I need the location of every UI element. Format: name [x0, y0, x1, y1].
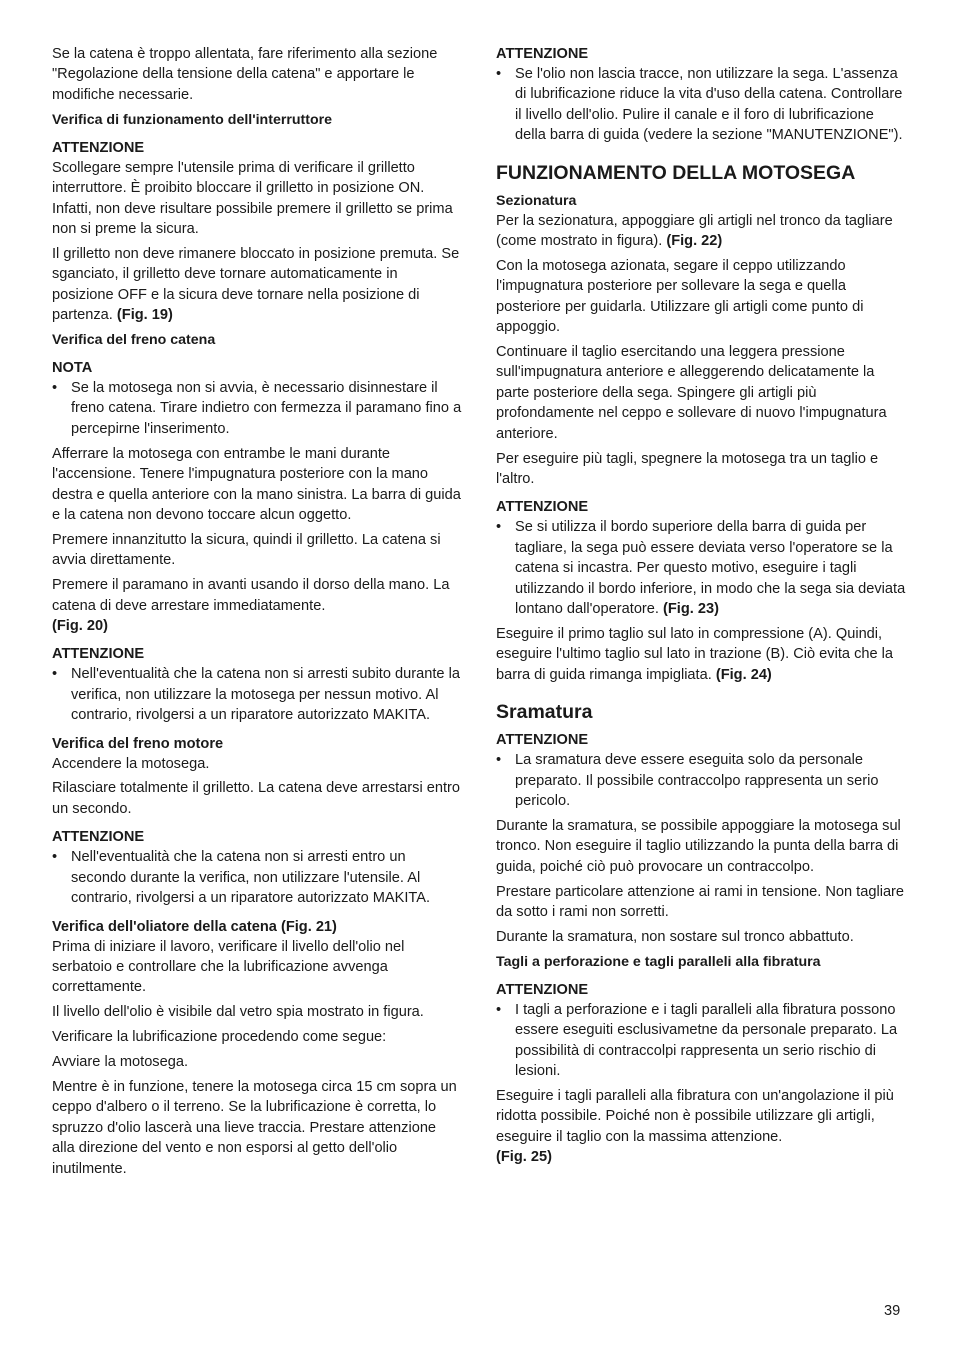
- paragraph: Durante la sramatura, non sostare sul tronco abbattuto.: [496, 928, 854, 945]
- note-label: NOTA: [52, 359, 93, 376]
- bullet-item: • Nell'eventualità che la catena non si arresti entro un secondo durante la verifica, non utilizzare l'utensile. Al contrario, rivolgersi a un riparatore autorizzato MAKITA.: [52, 849, 431, 907]
- subheading-oiler-check: Verifica dell'oliatore della catena (Fig. 21): [52, 918, 337, 935]
- bullet-glyph: •: [52, 379, 58, 396]
- paragraph: Avviare la motosega.: [52, 1054, 189, 1071]
- bullet-glyph: •: [496, 1001, 502, 1018]
- bullet-glyph: •: [496, 519, 502, 536]
- subheading-motor-brake-check: Verifica del freno motore: [52, 735, 224, 752]
- attention-label: ATTENZIONE: [52, 829, 145, 846]
- paragraph: Prima di iniziare il lavoro, verificare il livello dell'olio nel serbatoio e controllare che la lubrificazione avvenga correttamente.: [52, 938, 405, 996]
- attention-label: ATTENZIONE: [496, 499, 589, 516]
- section-heading-operation: FUNZIONAMENTO DELLA MOTOSEGA: [496, 161, 856, 184]
- paragraph: Prestare particolare attenzione ai rami in tensione. Non tagliare da sotto i rami non sorretti.: [496, 883, 905, 920]
- paragraph: Premere innanzitutto la sicura, quindi il grilletto. La catena si avvia direttamente.: [52, 531, 441, 569]
- section-heading-limbing: Sramatura: [496, 701, 593, 724]
- bullet-item: • Se si utilizza il bordo superiore della barra di guida per tagliare, la sega può essere deviata verso l'operatore se la catena si incastra. Per questo motivo, eseguire i tagli utilizzando il bordo inferiore, in modo che la sega sia deviata lontano dall'operatore. (Fig. 23): [496, 519, 906, 618]
- paragraph: Afferrare la motosega con entrambe le mani durante l'accensione. Tenere l'impugnatura posteriore con la mano destra e quella anteriore con la mano sinistra. La barra di guida e la catena non devono toccare alcun oggetto.: [52, 445, 461, 523]
- bullet-glyph: •: [52, 849, 58, 866]
- figure-reference: (Fig. 19): [116, 307, 173, 324]
- paragraph: Con la motosega azionata, segare il ceppo utilizzando l'impugnatura posteriore per sollevare la sega e quella posteriore per guidarla. Utilizzare gli artigli come punto di appoggio.: [496, 257, 864, 336]
- bullet-item: • Se la motosega non si avvia, è necessario disinnestare il freno catena. Tirare indietro con fermezza il paramano fino a percepirne l'inserimento.: [52, 379, 462, 437]
- paragraph: Scollegare sempre l'utensile prima di verificare il grilletto interruttore. È proibito bloccare il grilletto in posizione ON. Infatti, non deve risultare possibile premere il grilletto se prima non si preme la sicura.: [52, 159, 453, 237]
- figure-reference: (Fig. 25): [496, 1149, 552, 1166]
- paragraph: Durante la sramatura, se possibile appoggiare la motosega sul tronco. Non eseguire il taglio utilizzando la punta della barra di guida, poiché ciò può provocare un contraccolpo.: [496, 817, 901, 875]
- bullet-glyph: •: [496, 752, 502, 769]
- figure-reference: (Fig. 23): [663, 601, 719, 618]
- paragraph: Se la catena è troppo allentata, fare riferimento alla sezione "Regolazione della tensione della catena" e apportare le modifiche necessarie.: [52, 46, 438, 103]
- attention-label: ATTENZIONE: [496, 981, 589, 998]
- paragraph: Continuare il taglio esercitando una leggera pressione sull'impugnatura anteriore e alleggerendo delicatamente la parte posteriore della sega. Spingere gli artigli più profondamente nel ceppo e sollevare di nuovo l'impugnatura anteriore.: [496, 344, 887, 442]
- figure-reference: (Fig. 22): [666, 233, 723, 250]
- paragraph: Il livello dell'olio è visibile dal vetro spia mostrato in figura.: [52, 1004, 424, 1021]
- subheading-boring-cuts: Tagli a perforazione e tagli paralleli alla fibratura: [496, 953, 821, 970]
- paragraph: Per la sezionatura, appoggiare gli artigli nel tronco da tagliare (come mostrato in figura). (Fig. 22): [496, 212, 893, 250]
- subheading-switch-check: Verifica di funzionamento dell'interruttore: [52, 111, 333, 128]
- paragraph: Mentre è in funzione, tenere la motosega circa 15 cm sopra un ceppo d'albero o il terreno. Se la lubrificazione è corretta, lo spruzzo d'olio lascerà una lieve traccia. Prestare attenzione alla direzione del vento e non esporsi al getto dell'olio inutilmente.: [52, 1078, 457, 1177]
- bullet-glyph: •: [496, 66, 502, 82]
- subheading-chain-brake-check: Verifica del freno catena: [52, 331, 216, 348]
- attention-label: ATTENZIONE: [496, 46, 589, 62]
- paragraph: Accendere la motosega.: [52, 755, 210, 772]
- paragraph: Rilasciare totalmente il grilletto. La catena deve arrestarsi entro un secondo.: [52, 780, 461, 817]
- paragraph: Premere il paramano in avanti usando il dorso della mano. La catena di deve arrestare immediatamente. (Fig. 20): [52, 577, 450, 634]
- left-column: [52, 44, 462, 1183]
- attention-label: ATTENZIONE: [496, 732, 589, 749]
- paragraph: Eseguire i tagli paralleli alla fibratura con un'angolazione il più ridotta possibile. Poiché non è possibile utilizzare gli artigli, eseguire il taglio con la massima attenzione. (Fig. 25): [496, 1087, 894, 1166]
- page-number: 39: [884, 1303, 901, 1319]
- bullet-item: • Se l'olio non lascia tracce, non utilizzare la sega. L'assenza di lubrificazione riduce la vita d'uso della catena. Controllare il livello dell'olio. Pulire il canale e il foro di lubrificazione della barra di guida (vedere la sezione "MANUTENZIONE").: [496, 66, 903, 144]
- bullet-glyph: •: [52, 666, 58, 683]
- paragraph: Verificare la lubrificazione procedendo come segue:: [52, 1029, 387, 1046]
- subheading-cross-cutting: Sezionatura: [496, 192, 577, 209]
- bullet-item: • Nell'eventualità che la catena non si arresti subito durante la verifica, non utilizzare la motosega per nessun motivo. Al contrario, rivolgersi a un riparatore autorizzato MAKITA.: [52, 666, 460, 724]
- attention-label: ATTENZIONE: [52, 139, 145, 156]
- figure-reference: (Fig. 24): [715, 666, 772, 683]
- bullet-item: • La sramatura deve essere eseguita solo da personale preparato. Il possibile contraccolpo rappresenta un serio pericolo.: [496, 752, 879, 809]
- paragraph: Eseguire il primo taglio sul lato in compressione (A). Quindi, eseguire l'ultimo taglio sul lato in trazione (B). Ciò evita che la barra di guida rimanga impigliata. (Fig. 24): [496, 625, 894, 683]
- figure-reference: (Fig. 20): [52, 617, 108, 634]
- attention-label: ATTENZIONE: [52, 646, 145, 663]
- bullet-item: • I tagli a perforazione e i tagli paralleli alla fibratura possono essere eseguiti esclusivametne da personale preparato. La possibilità di contraccolpi rappresenta un serio rischio di lesioni.: [496, 1001, 898, 1080]
- right-column: [496, 44, 906, 1172]
- paragraph: Per eseguire più tagli, spegnere la motosega tra un taglio e l'altro.: [496, 450, 879, 487]
- paragraph: Il grilletto non deve rimanere bloccato in posizione premuta. Se sganciato, il grilletto deve tornare automaticamente in posizione OFF e la sicura deve tornare nella posizione di partenza. (Fig. 19): [52, 245, 460, 324]
